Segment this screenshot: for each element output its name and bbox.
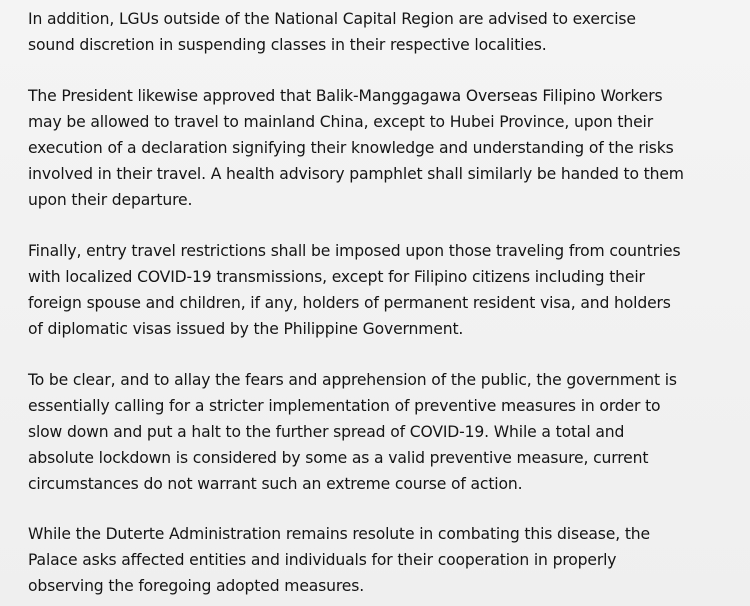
paragraph-line: with localized COVID-19 transmissions, except for Filipino citizens including their [28, 268, 645, 286]
paragraph-line: slow down and put a halt to the further spread of COVID-19. While a total and [28, 423, 625, 441]
paragraph-line: Palace asks affected entities and individuals for their cooperation in properly [28, 551, 617, 569]
paragraph-line: execution of a declaration signifying their knowledge and understanding of the risks [28, 139, 674, 157]
paragraph-ofw-china-travel [28, 83, 728, 213]
paragraph-line: may be allowed to travel to mainland China, except to Hubei Province, upon their [28, 113, 653, 131]
paragraph-line: essentially calling for a stricter implementation of preventive measures in order to [28, 397, 661, 415]
paragraph-line: circumstances do not warrant such an extreme course of action. [28, 475, 523, 493]
paragraph-line: observing the foregoing adopted measures. [28, 577, 365, 595]
paragraph-line: foreign spouse and children, if any, holders of permanent resident visa, and holders [28, 294, 671, 312]
paragraph-entry-travel-restrictions [28, 238, 728, 342]
paragraph-line: Finally, entry travel restrictions shall be imposed upon those traveling from countries [28, 242, 681, 260]
paragraph-line: To be clear, and to allay the fears and apprehension of the public, the government is [28, 371, 677, 389]
paragraph-line: In addition, LGUs outside of the National Capital Region are advised to exercise [28, 10, 636, 28]
paragraph-cooperation-request [28, 521, 728, 599]
paragraph-line: While the Duterte Administration remains resolute in combating this disease, the [28, 525, 650, 543]
paragraph-lgu-class-suspension [28, 6, 728, 58]
paragraph-line: upon their departure. [28, 191, 193, 209]
paragraph-line: sound discretion in suspending classes in their respective localities. [28, 36, 547, 54]
paragraph-line: of diplomatic visas issued by the Philippine Government. [28, 320, 464, 338]
paragraph-line: absolute lockdown is considered by some as a valid preventive measure, current [28, 449, 649, 467]
paragraph-line: The President likewise approved that Balik-Manggagawa Overseas Filipino Workers [28, 87, 663, 105]
paragraph-line: involved in their travel. A health advisory pamphlet shall similarly be handed to them [28, 165, 684, 183]
paragraph-preventive-measures [28, 367, 728, 497]
